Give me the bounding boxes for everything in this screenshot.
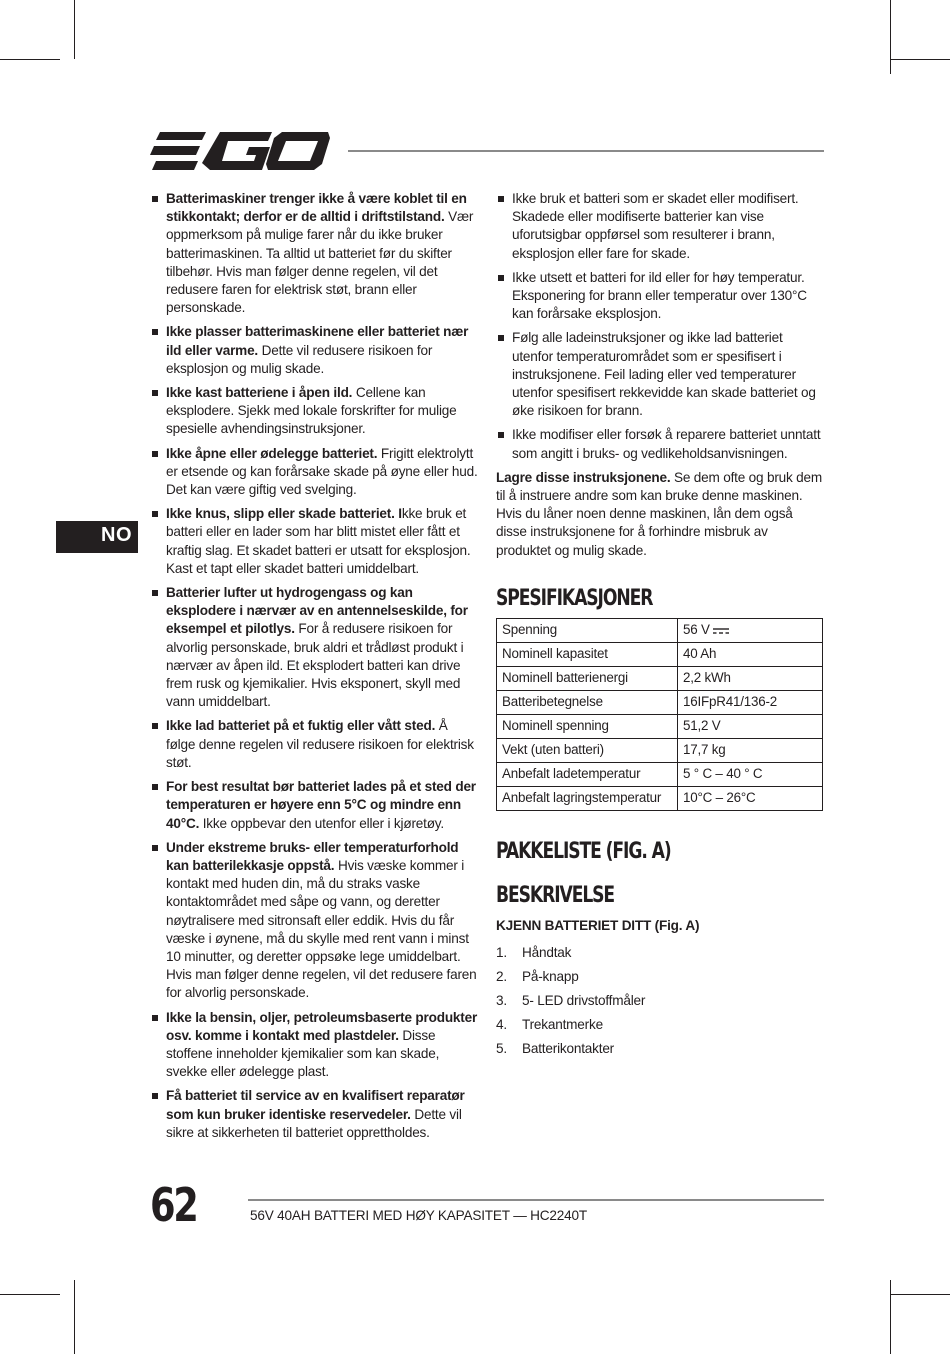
language-code: NO xyxy=(101,524,132,546)
list-item xyxy=(496,269,826,324)
spec-key: Nominell batterienergi xyxy=(497,667,678,691)
square-bullet-icon xyxy=(498,432,504,438)
spec-key: Anbefalt lagringstemperatur xyxy=(497,787,678,811)
specs-table xyxy=(496,618,823,811)
bullet-text: Ikke oppbevar den utenfor eller i kjøretøy. xyxy=(199,815,444,831)
spec-key: Anbefalt ladetemperatur xyxy=(497,763,678,787)
description-heading: BESKRIVELSE xyxy=(496,883,615,909)
item-number: 5. xyxy=(496,1041,507,1057)
bullet-text: Frigitt elektrolytt er etsende og kan forårsake skade på øyne eller hud. Det kan være giftig ved svelging. xyxy=(166,445,478,498)
table-row xyxy=(497,715,823,739)
table-row xyxy=(497,667,823,691)
item-text: 5- LED drivstoffmåler xyxy=(522,993,646,1009)
item-text: Trekantmerke xyxy=(522,1017,603,1033)
bullet-text: Ikke utsett et batteri for ild eller for høy temperatur. Eksponering for brann eller temperatur over 130°C kan forårsake eksplosjon. xyxy=(512,269,807,322)
square-bullet-icon xyxy=(152,390,158,396)
item-number: 4. xyxy=(496,1017,507,1033)
list-item xyxy=(150,584,480,711)
item-number: 1. xyxy=(496,944,507,960)
left-column xyxy=(150,190,480,1148)
bullet-bold: Ikke knus, slipp eller skade batteriet. I xyxy=(166,506,402,522)
dc-symbol-icon xyxy=(713,627,729,635)
list-item xyxy=(150,384,480,439)
square-bullet-icon xyxy=(152,451,158,457)
spec-value: 40 Ah xyxy=(678,643,823,667)
bullet-text: Å følge denne regelen vil redusere risikoen for elektrisk støt. xyxy=(166,718,474,770)
spec-value: 16IFpR41/136-2 xyxy=(678,691,823,715)
page-number: 62 xyxy=(150,1178,197,1232)
bullet-text: Cellene kan eksplodere. Sjekk med lokale forskrifter for mulige spesielle avhendingsinstruksjoner. xyxy=(166,385,457,437)
bullet-text: Disse stoffene inneholder kjemikalier som kan skade, svekke eller ødelegge plast. xyxy=(166,1027,440,1080)
spec-value: 5 ° C – 40 ° C xyxy=(678,763,823,787)
bullet-bold: Ikke lad batteriet på et fuktig eller vått sted. xyxy=(166,718,436,734)
item-text: Håndtak xyxy=(522,944,572,960)
spec-value xyxy=(678,619,823,643)
table-row xyxy=(497,763,823,787)
list-item xyxy=(496,992,826,1010)
spec-value-text: 56 V xyxy=(683,622,710,638)
list-item xyxy=(496,1040,826,1058)
bullet-text: Dette vil redusere risikoen for eksplosjon og mulig skade. xyxy=(166,342,433,376)
item-number: 2. xyxy=(496,968,507,984)
bullet-bold: Batterier lufter ut hydrogengass og kan eksplodere i nærvær av en antennelseskilde, for eksempel et pilotlys. xyxy=(166,585,468,637)
bullet-bold: Under ekstreme bruks- eller temperaturforhold kan batterilekkasje oppstå. xyxy=(166,839,459,873)
bullet-text: For å redusere risikoen for alvorlig personskade, bruk aldri et trådløst produkt i nærvær av åpen ild. Et eksplodert batteri kan drive frem rusk og kjemikalier. Hvis eksponert, skyll med vann umiddelbart. xyxy=(166,621,464,710)
table-row xyxy=(497,619,823,643)
table-row xyxy=(497,787,823,811)
bullet-text: Vær oppmerksom på mulige farer når du ikke bruker batterimaskinen. Ta alltid ut batteriet før du skifter tilbehør. Hvis man følger denne regelen, vil det redusere faren for elektrisk støt, brann eller personskade. xyxy=(166,209,474,316)
square-bullet-icon xyxy=(152,329,158,335)
bullet-bold: Ikke kast batteriene i åpen ild. xyxy=(166,385,353,401)
spec-value: 51,2 V xyxy=(678,715,823,739)
square-bullet-icon xyxy=(152,845,158,851)
list-item xyxy=(496,426,826,462)
footer-rule xyxy=(248,1199,824,1201)
bullet-text: Dette vil sikre at sikkerheten til batteriet opprettholdes. xyxy=(166,1106,462,1140)
right-column xyxy=(496,190,826,1065)
item-text: På-knapp xyxy=(522,968,579,984)
item-text: Batterikontakter xyxy=(522,1041,615,1057)
bullet-text: Ikke bruk et batteri som er skadet eller modifisert. Skadede eller modifiserte batterier kan vise uforutsigbar oppførsel som resulterer i brann, eksplosjon eller fare for skade. xyxy=(512,191,799,261)
spec-value: 10°C – 26°C xyxy=(678,787,823,811)
specs-heading: SPESIFIKASJONER xyxy=(496,585,653,611)
spec-key: Vekt (uten batteri) xyxy=(497,739,678,763)
crop-mark xyxy=(890,0,891,74)
footer-title: 56V 40AH BATTERI MED HØY KAPASITET — HC2240T xyxy=(250,1208,587,1223)
square-bullet-icon xyxy=(152,784,158,790)
list-item xyxy=(150,445,480,500)
bullet-text: kke bruk et batteri eller en lader som har blitt mistet eller fått et kraftig slag. Et skadet batteri er utsatt for eksplosjon. Kast et tapt eller skadet batteri umiddelbart. xyxy=(166,506,471,576)
crop-mark xyxy=(0,59,60,60)
list-item xyxy=(150,323,480,378)
crop-mark xyxy=(890,59,950,60)
square-bullet-icon xyxy=(152,590,158,596)
list-item xyxy=(496,190,826,263)
save-bold: Lagre disse instruksjonene. xyxy=(496,469,671,485)
spec-key: Nominell kapasitet xyxy=(497,643,678,667)
list-item xyxy=(150,1087,480,1142)
list-item xyxy=(150,505,480,578)
language-tab xyxy=(56,521,138,553)
parts-list xyxy=(496,944,826,1059)
square-bullet-icon xyxy=(152,1093,158,1099)
bullet-text: Hvis væske kommer i kontakt med huden din, må du straks vaske kontaktområdet med såpe og vann, og deretter nøytralisere med sitronsaft eller eddik. Hvis du får væske i øynene, må du skylle med rent vann i minst 10 minutter, og deretter oppsøke lege umiddelbart. Hvis man følger denne regelen, vil det redusere faren for alvorlig personskade. xyxy=(166,857,477,1001)
save-instructions-paragraph xyxy=(496,469,826,560)
list-item xyxy=(496,968,826,986)
square-bullet-icon xyxy=(498,196,504,202)
list-item xyxy=(150,778,480,833)
bullet-bold: For best resultat bør batteriet lades på et sted der temperaturen er høyere enn 5°C og mindre enn 40°C. xyxy=(166,779,476,831)
bullet-text: Følg alle ladeinstruksjoner og ikke lad batteriet utenfor temperaturområdet som er spesifisert i instruksjonene. Feil lading eller ved temperaturer utenfor spesifisert rekkevidde kan skade batteriet og øke risikoen for brann. xyxy=(512,330,816,419)
item-number: 3. xyxy=(496,993,507,1009)
table-row xyxy=(497,739,823,763)
square-bullet-icon xyxy=(152,723,158,729)
bullet-bold: Ikke åpne eller ødelegge batteriet. xyxy=(166,445,378,461)
description-subheading: KJENN BATTERIET DITT (Fig. A) xyxy=(496,918,700,934)
bullet-bold: Få batteriet til service av en kvalifisert reparatør som kun bruker identiske reservedeler. xyxy=(166,1088,465,1122)
spec-value: 2,2 kWh xyxy=(678,667,823,691)
list-item xyxy=(496,329,826,420)
crop-mark xyxy=(0,1294,60,1295)
bullet-bold: Ikke la bensin, oljer, petroleumsbaserte produkter osv. komme i kontakt med plastdeler. xyxy=(166,1009,478,1043)
list-item xyxy=(150,717,480,772)
spec-value: 17,7 kg xyxy=(678,739,823,763)
square-bullet-icon xyxy=(498,335,504,341)
crop-mark xyxy=(890,1294,950,1295)
save-text: Se dem ofte og bruk dem til å instruere andre som kan bruke denne maskinen. Hvis du låner noen denne maskinen, lån dem også disse instruksjonene for å forhindre misbruk av produktet og mulig skade. xyxy=(496,469,823,558)
header-rule xyxy=(348,150,824,152)
crop-mark xyxy=(890,1280,891,1354)
bullet-bold: Ikke plasser batterimaskinene eller batteriet nær ild eller varme. xyxy=(166,324,469,358)
bullet-text: Ikke modifiser eller forsøk å reparere batteriet unntatt som angitt i bruks- og vedlikeholdsanvisningen. xyxy=(512,427,821,461)
list-item xyxy=(150,1009,480,1082)
square-bullet-icon xyxy=(152,511,158,517)
spec-key: Nominell spenning xyxy=(497,715,678,739)
list-item xyxy=(150,839,480,1003)
crop-mark xyxy=(74,1280,75,1354)
packing-list-heading: PAKKELISTE (FIG. A) xyxy=(496,839,671,865)
table-row xyxy=(497,691,823,715)
list-item xyxy=(496,1016,826,1034)
spec-key: Batteribetegnelse xyxy=(497,691,678,715)
table-row xyxy=(497,643,823,667)
ego-logo xyxy=(150,130,330,172)
square-bullet-icon xyxy=(498,275,504,281)
crop-mark xyxy=(74,0,75,59)
bullet-bold: Batterimaskiner trenger ikke å være koblet til en stikkontakt; derfor er de alltid i driftstilstand. xyxy=(166,191,467,225)
square-bullet-icon xyxy=(152,196,158,202)
square-bullet-icon xyxy=(152,1015,158,1021)
list-item xyxy=(496,944,826,962)
spec-key: Spenning xyxy=(497,619,678,643)
list-item xyxy=(150,190,480,317)
